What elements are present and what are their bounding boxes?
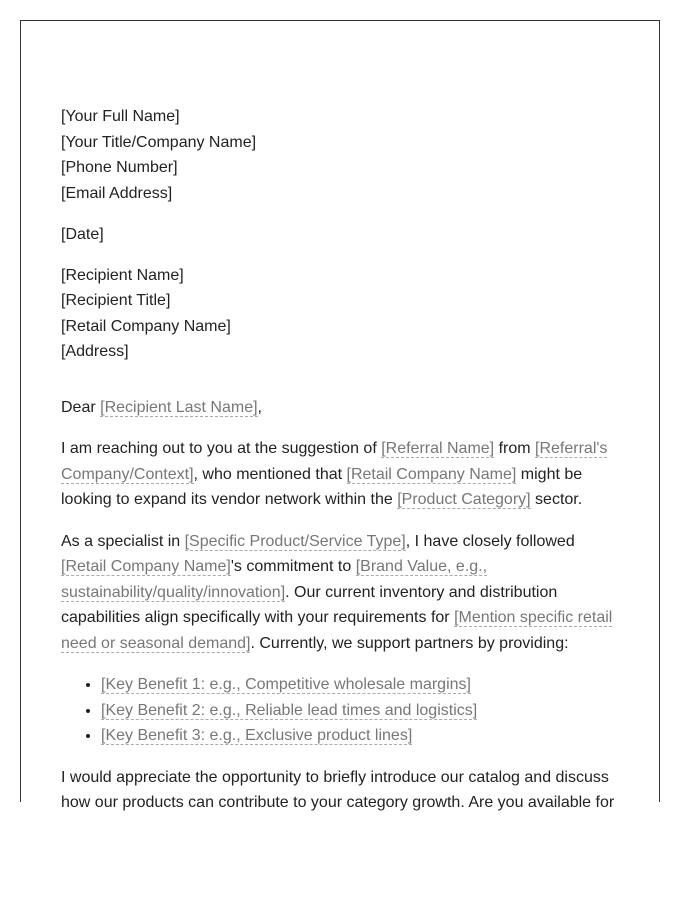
placeholder-retail-company-2: [Retail Company Name]: [61, 558, 231, 575]
sender-email: [Email Address]: [61, 184, 173, 202]
list-item: [101, 698, 621, 724]
salutation-greeting: Dear: [61, 398, 101, 416]
recipient-company: [Retail Company Name]: [61, 317, 231, 335]
recipient-name: [Recipient Name]: [61, 266, 184, 284]
benefits-list: [61, 672, 621, 749]
placeholder-retail-company: [Retail Company Name]: [346, 465, 517, 483]
list-item: [101, 672, 621, 698]
sender-block: [61, 104, 621, 206]
sender-full-name: [Your Full Name]: [61, 108, 180, 125]
para1-text-2: from: [494, 440, 536, 457]
list-item: [101, 723, 621, 749]
placeholder-recipient-last-name: [Recipient Last Name]: [100, 398, 258, 416]
placeholder-referral-name: [Referral Name]: [381, 440, 495, 457]
salutation: [61, 395, 621, 421]
para2-text-4: . Our current inventory and distribution capabilities align specifically with your requirements for: [61, 583, 558, 626]
letter-date: [Date]: [61, 225, 104, 243]
placeholder-key-benefit-2: [Key Benefit 2: e.g., Reliable lead times and logistics]: [101, 701, 478, 719]
para2-text-3: 's commitment to: [230, 558, 356, 575]
placeholder-retail-need: [Mention specific retail need or seasonal demand]: [61, 609, 613, 652]
sender-phone: [Phone Number]: [61, 159, 178, 176]
paragraph-intro: [61, 436, 621, 513]
para1-text-4: might be looking to expand its vendor network within the: [61, 465, 583, 508]
letter-page: [20, 20, 660, 811]
salutation-punct: ,: [257, 398, 262, 416]
placeholder-key-benefit-3: [Key Benefit 3: e.g., Exclusive product lines]: [101, 727, 413, 744]
para2-text-5: . Currently, we support partners by providing:: [250, 634, 569, 652]
placeholder-key-benefit-1: [Key Benefit 1: e.g., Competitive wholesale margins]: [101, 676, 471, 693]
date-block: [61, 222, 621, 248]
para1-text-5: sector.: [530, 491, 583, 508]
placeholder-brand-value: [Brand Value, e.g., sustainability/quality/innovation]: [61, 558, 488, 601]
placeholder-product-type: [Specific Product/Service Type]: [184, 532, 406, 550]
placeholder-product-category: [Product Category]: [397, 491, 531, 508]
placeholder-referral-company: [Referral's Company/Context]: [61, 440, 608, 483]
sender-title-company: [Your Title/Company Name]: [61, 133, 257, 151]
para2-text-1: As a specialist in: [61, 532, 185, 550]
paragraph-specialist: [61, 529, 621, 657]
recipient-address: [Address]: [61, 343, 129, 360]
recipient-block: [61, 263, 621, 365]
para1-text-3: , who mentioned that: [193, 465, 347, 483]
para1-text-1: I am reaching out to you at the suggestion of: [61, 440, 382, 457]
para2-text-2: , I have closely followed: [405, 532, 575, 550]
paragraph-closing: I would appreciate the opportunity to briefly introduce our catalog and discuss how our products can contribute to your category growth. Are you available for: [61, 768, 615, 811]
recipient-title: [Recipient Title]: [61, 292, 171, 309]
letter-body: [61, 104, 621, 832]
